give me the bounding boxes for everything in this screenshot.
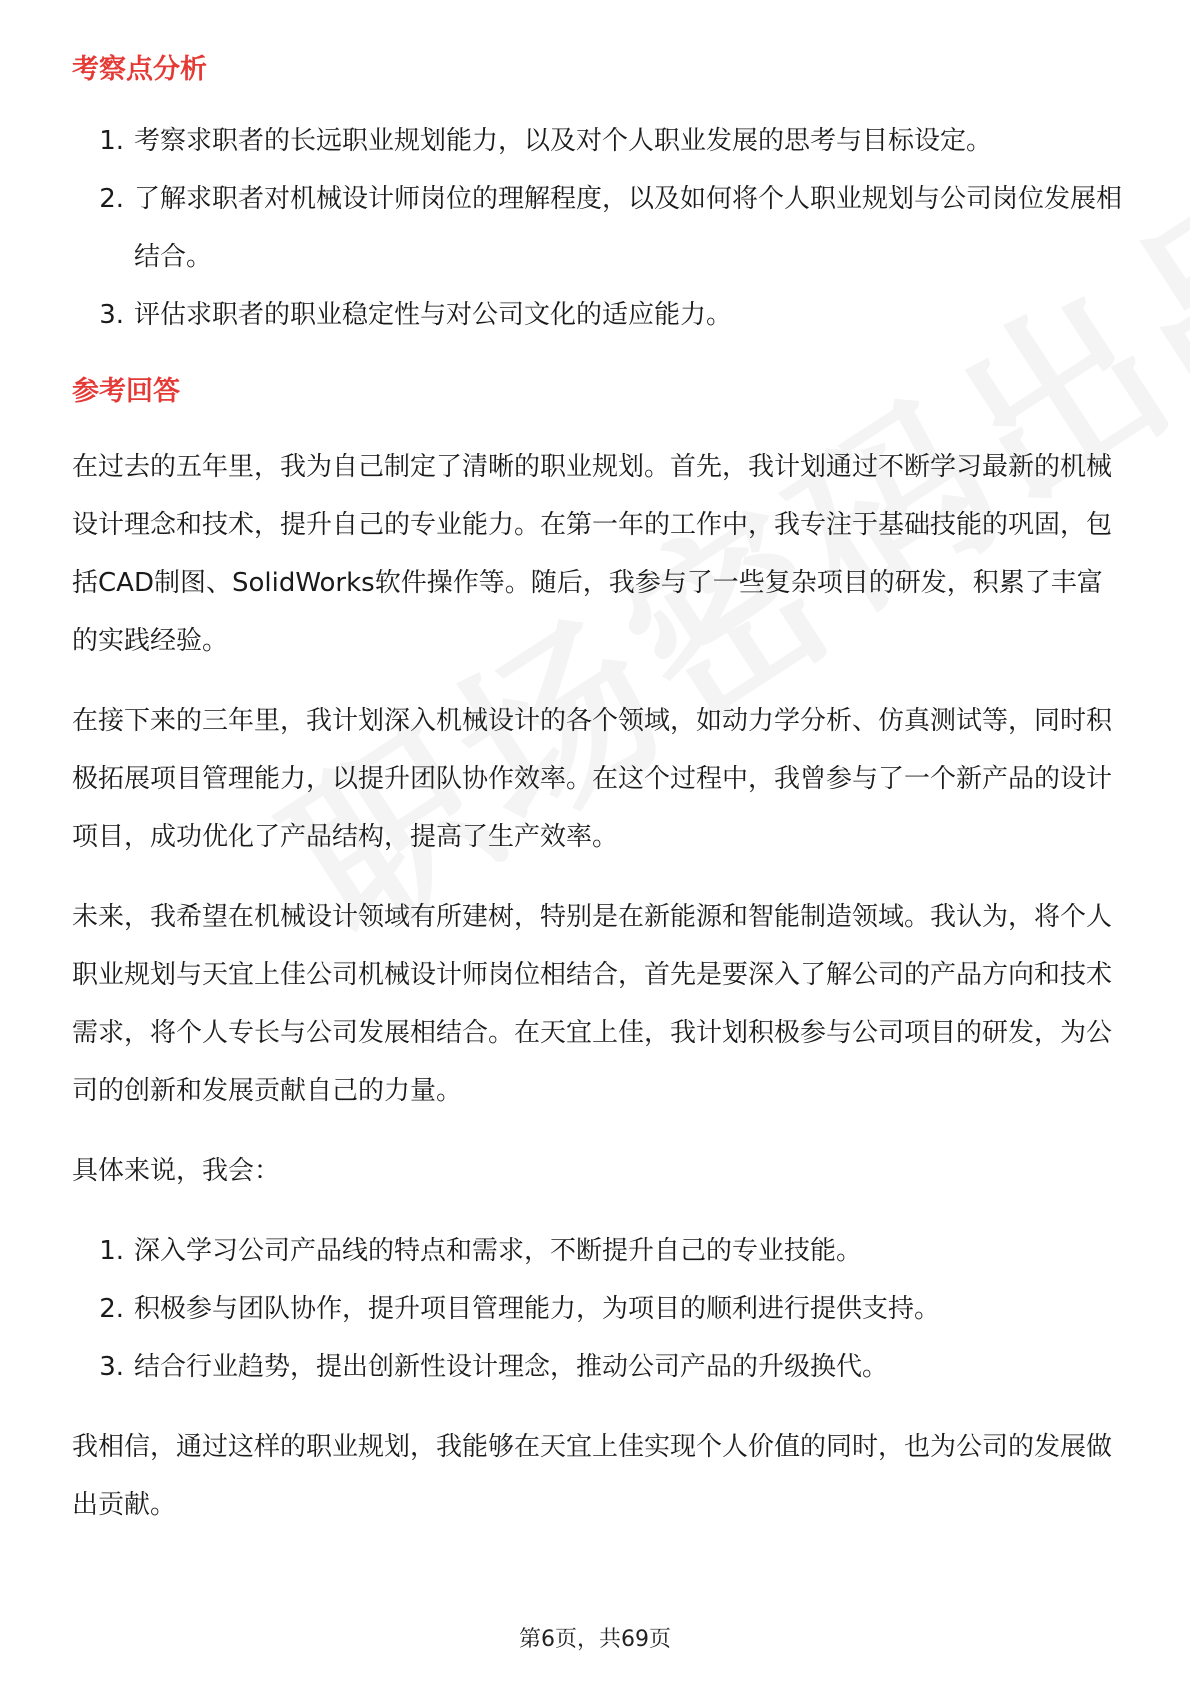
section-title-analysis: 考察点分析 <box>72 54 207 85</box>
page-footer: 第6页，共69页 <box>519 1627 671 1652</box>
list-text: 深入学习公司产品线的特点和需求，不断提升自己的专业技能。 <box>134 1236 863 1266</box>
list-item <box>72 112 1122 170</box>
section-title-answer: 参考回答 <box>72 376 180 407</box>
list-text: 评估求职者的职业稳定性与对公司文化的适应能力。 <box>134 300 733 330</box>
answer-paragraph: 具体来说，我会： <box>72 1156 281 1186</box>
answer-paragraph: 未来，我希望在机械设计领域有所建树，特别是在新能源和智能制造领域。我认为，将个人职业规划与天宜上佳公司机械设计师岗位相结合，首先是要深入了解公司的产品方向和技术需求，将个人专长与公司发展相结合。在天宜上佳，我计划积极参与公司项目的研发，为公司的创新和发展贡献自己的力量。 <box>72 902 1113 1106</box>
plan-list <box>72 1222 1122 1396</box>
list-item <box>72 1338 1122 1396</box>
list-number: 1. <box>99 1236 124 1266</box>
list-item <box>72 1280 1122 1338</box>
list-item <box>72 170 1122 286</box>
answer-paragraph: 在接下来的三年里，我计划深入机械设计的各个领域，如动力学分析、仿真测试等，同时积极拓展项目管理能力，以提升团队协作效率。在这个过程中，我曾参与了一个新产品的设计项目，成功优化了产品结构，提高了生产效率。 <box>72 706 1113 852</box>
analysis-list <box>72 112 1122 344</box>
list-item <box>72 286 1122 344</box>
answer-paragraph: 在过去的五年里，我为自己制定了清晰的职业规划。首先，我计划通过不断学习最新的机械设计理念和技术，提升自己的专业能力。在第一年的工作中，我专注于基础技能的巩固，包括CAD制图、SolidWorks软件操作等。随后，我参与了一些复杂项目的研发，积累了丰富的实践经验。 <box>72 452 1113 656</box>
list-text: 结合行业趋势，提出创新性设计理念，推动公司产品的升级换代。 <box>134 1352 889 1382</box>
list-number: 1. <box>99 126 124 156</box>
closing-paragraph: 我相信，通过这样的职业规划，我能够在天宜上佳实现个人价值的同时，也为公司的发展做出贡献。 <box>72 1432 1113 1520</box>
list-text: 考察求职者的长远职业规划能力，以及对个人职业发展的思考与目标设定。 <box>134 126 993 156</box>
list-text: 积极参与团队协作，提升项目管理能力，为项目的顺利进行提供支持。 <box>134 1294 941 1324</box>
list-number: 2. <box>99 1294 124 1324</box>
list-number: 3. <box>99 300 124 330</box>
list-item <box>72 1222 1122 1280</box>
document-body <box>72 50 1122 1534</box>
list-number: 3. <box>99 1352 124 1382</box>
list-number: 2. <box>99 184 124 214</box>
list-text: 了解求职者对机械设计师岗位的理解程度，以及如何将个人职业规划与公司岗位发展相结合。 <box>134 184 1123 272</box>
